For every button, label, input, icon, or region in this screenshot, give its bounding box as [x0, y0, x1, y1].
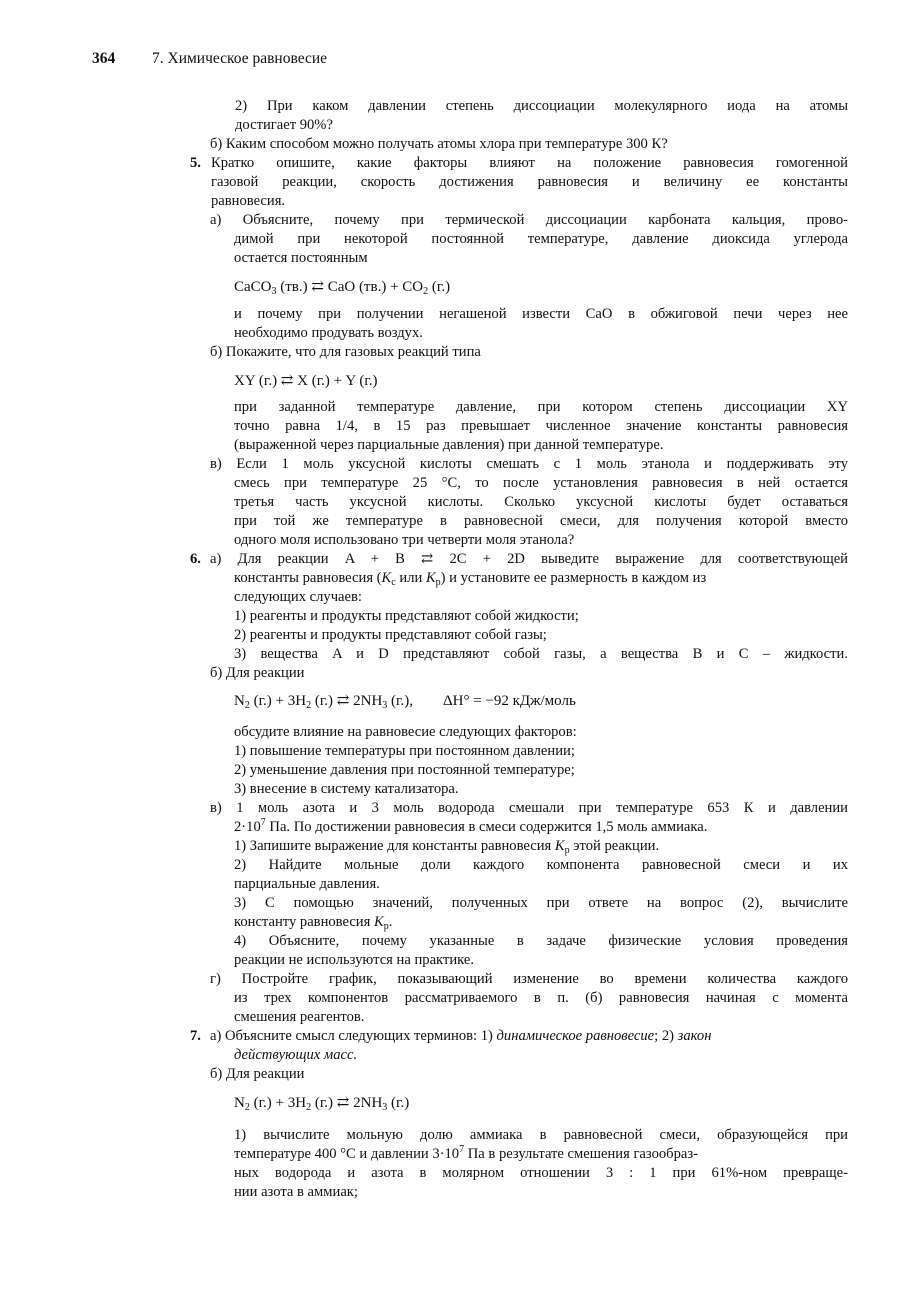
equation-nh3-enthalpy: $N_2$ $(г.) + 3H_2$ (г.) ⇄ $2NH_3$ (г.), ΔH° = −92 кДж/моль [234, 693, 576, 711]
text-line: б) Покажите, что для газовых реакций типа [210, 344, 481, 360]
text-line: нии азота в аммиак; [234, 1184, 358, 1200]
chapter-title: 7. Химическое равновесие [152, 50, 328, 67]
text-line: достигает 90%? [235, 117, 333, 133]
text-line: третья часть уксусной кислоты. Сколько уксусной кислоты будет оставаться [234, 494, 848, 510]
text-line: парциальные давления. [234, 876, 380, 892]
text-line: равновесия. [211, 193, 286, 209]
problem-number: 7. [190, 1028, 201, 1044]
equation-nh3: $N_2$ $(г.) + 3H_2$ (г.) ⇄ $2NH_3$ (г.) [234, 1095, 410, 1113]
text-line: при заданной температуре давление, при котором степень диссоциации XY [234, 399, 848, 415]
text-line: а) Объясните, почему при термической диссоциации карбоната кальция, прово- [210, 212, 848, 228]
text-line: реакции не используются на практике. [234, 952, 474, 968]
text-line: константы равновесия ($K_c$ или $K_p$) и установите ее размерность в каждом из [234, 570, 707, 588]
text-line: обсудите влияние на равновесие следующих факторов: [234, 724, 577, 740]
text-line: в) 1 моль азота и 3 моль водорода смешали при температуре 653 К и давлении [210, 800, 848, 816]
text-line: 1) реагенты и продукты представляют собой жидкости; [234, 608, 579, 624]
text-line: 3) С помощью значений, полученных при ответе на вопрос (2), вычислите [234, 895, 848, 911]
text-line: 1) повышение температуры при постоянном давлении; [234, 743, 575, 759]
text-line: и почему при получении негашеной извести CaO в обжиговой печи через нее [234, 306, 848, 322]
text-line: 1) вычислите мольную долю аммиака в равновесной смеси, образующейся при [234, 1127, 848, 1143]
text-line: Кратко опишите, какие факторы влияют на положение равновесия гомогенной [211, 155, 848, 171]
text-line: а) Для реакции A + B ⇄ 2C + 2D выведите выражение для соответствующей [210, 551, 848, 567]
text-line: действующих масс. [234, 1047, 358, 1063]
text-line: димой при некоторой постоянной температуре, давление диоксида углерода [234, 231, 848, 247]
text-line: 2) уменьшение давления при постоянной температуре; [234, 762, 575, 778]
text-line: 3) внесение в систему катализатора. [234, 781, 459, 797]
problem-number: 5. [190, 155, 201, 171]
text-line: точно равна 1/4, в 15 раз превышает численное значение константы равновесия [234, 418, 848, 434]
text-line: ных водорода и азота в молярном отношении 3 : 1 при 61%-ном превраще- [234, 1165, 848, 1181]
text-line: б) Для реакции [210, 1066, 305, 1082]
text-line: 2) При каком давлении степень диссоциации молекулярного иода на атомы [235, 98, 848, 114]
text-line: б) Для реакции [210, 665, 305, 681]
text-line: смесь при температуре 25 °С, то после установления равновесия в ней остается [234, 475, 848, 491]
text-line: константу равновесия $K_p$. [234, 914, 393, 932]
equation-caco3: CaCO$_3$ (тв.) ⇄ CaO $(тв.) + CO_2$ (г.) [234, 279, 451, 297]
page-number: 364 [92, 50, 116, 67]
text-line: температуре 400 °С и давлении $3\cdot 10^7$ Па в результате смешения газообраз- [234, 1144, 698, 1162]
text-line: 3) вещества A и D представляют собой газы, а вещества B и C – жидкости. [234, 646, 848, 662]
text-line: необходимо продувать воздух. [234, 325, 423, 341]
text-line: а) Объясните смысл следующих терминов: 1) динамическое равновесие; 2) закон [210, 1028, 712, 1044]
text-line: 2) реагенты и продукты представляют собой газы; [234, 627, 547, 643]
text-line: $2\cdot 10^7$ Па. По достижении равновесия в смеси содержится 1,5 моль аммиака. [234, 817, 708, 835]
page-header [92, 50, 327, 68]
equation-xy: XY (г.) ⇄ X (г.) + Y (г.) [234, 373, 378, 389]
text-line: газовой реакции, скорость достижения равновесия и величину ее константы [211, 174, 848, 190]
text-line: следующих случаев: [234, 589, 362, 605]
problem-number: 6. [190, 551, 201, 567]
text-line: при той же температуре в равновесной смеси, для получения которой вместо [234, 513, 848, 529]
text-line: б) Каким способом можно получать атомы хлора при температуре 300 К? [210, 136, 668, 152]
text-line: остается постоянным [234, 250, 368, 266]
text-line: 1) Запишите выражение для константы равновесия $K_p$ этой реакции. [234, 838, 660, 856]
text-line: 2) Найдите мольные доли каждого компонента равновесной смеси и их [234, 857, 848, 873]
text-line: 4) Объясните, почему указанные в задаче физические условия проведения [234, 933, 848, 949]
text-line: одного моля использовано три четверти моля этанола? [234, 532, 575, 548]
text-line: (выраженной через парциальные давления) при данной температуре. [234, 437, 664, 453]
text-line: из трех компонентов рассматриваемого в п. (б) равновесия начиная с момента [234, 990, 848, 1006]
text-line: смешения реагентов. [234, 1009, 365, 1025]
text-line: г) Постройте график, показывающий изменение во времени количества каждого [210, 971, 848, 987]
text-line: в) Если 1 моль уксусной кислоты смешать с 1 моль этанола и поддерживать эту [210, 456, 848, 472]
